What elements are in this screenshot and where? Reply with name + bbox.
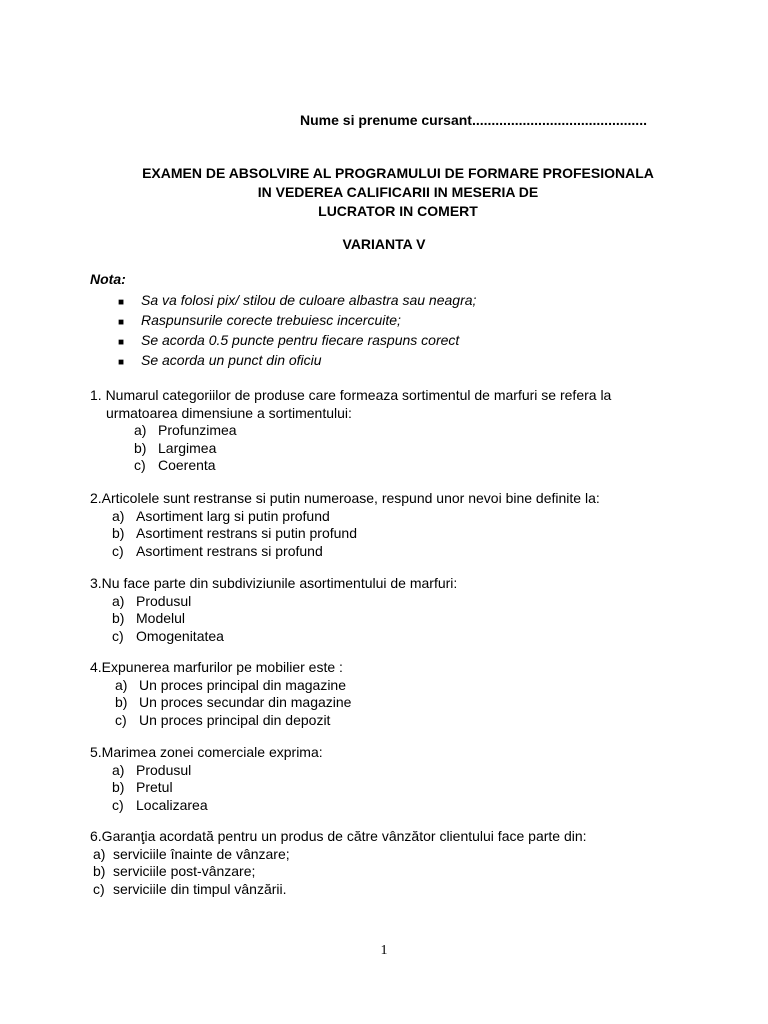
answer-option-a[interactable]: a) Asortiment larg si putin profund	[112, 507, 330, 524]
answer-option-c[interactable]: c) Omogenitatea	[112, 627, 224, 644]
square-bullet-icon: ■	[118, 297, 125, 308]
square-bullet-icon: ■	[118, 317, 125, 328]
question-text: 5.Marimea zonei comerciale exprima:	[90, 744, 323, 760]
answer-option-b[interactable]: b) Pretul	[112, 779, 173, 795]
answer-option-a[interactable]: a) Un proces principal din magazine	[115, 676, 346, 693]
answer-option-a[interactable]: a) Produsul	[112, 761, 192, 778]
question-2	[90, 490, 600, 560]
answer-option-c[interactable]: c) Coerenta	[134, 457, 216, 473]
notes-list	[118, 290, 476, 370]
answer-option-a[interactable]: a) serviciile înainte de vânzare;	[93, 845, 290, 862]
square-bullet-icon: ■	[118, 337, 125, 348]
answer-option-c[interactable]: c) serviciile din timpul vânzării.	[93, 880, 287, 897]
question-text: 3.Nu face parte din subdiviziunile asortimentului de marfuri:	[90, 575, 458, 591]
question-1	[90, 387, 611, 475]
answer-option-a[interactable]: a) Produsul	[112, 592, 192, 609]
question-text: 4.Expunerea marfurilor pe mobilier este :	[90, 659, 343, 675]
answer-option-b[interactable]: b) Modelul	[112, 610, 186, 626]
title-line-3: LUCRATOR IN COMERT	[318, 203, 478, 219]
question-4	[90, 659, 351, 729]
answer-option-b[interactable]: b) Un proces secundar din magazine	[115, 694, 352, 710]
title-line-2: IN VEDEREA CALIFICARII IN MESERIA DE	[257, 184, 539, 200]
note-item: ■ Se acorda un punct din oficiu	[118, 350, 476, 370]
nota-label: Nota:	[90, 271, 126, 287]
title-line-1: EXAMEN DE ABSOLVIRE AL PROGRAMULUI DE FORMARE PROFESIONALA	[142, 165, 654, 181]
student-name-line: Nume si prenume cursant.............................................	[300, 112, 647, 128]
variant-heading	[0, 236, 768, 252]
question-text: 1. Numarul categoriilor de produse care formeaza sortimentul de marfuri se refera la	[90, 387, 612, 403]
answer-option-c[interactable]: c) Localizarea	[112, 796, 208, 813]
question-text-continued: urmatoarea dimensiune a sortimentului:	[106, 404, 352, 421]
note-item: ■ Raspunsurile corecte trebuiesc incercuite;	[118, 310, 476, 330]
answer-option-b[interactable]: b) Largimea	[134, 439, 217, 456]
page-number: 1	[380, 943, 388, 958]
question-text: 2.Articolele sunt restranse si putin numeroase, respund unor nevoi bine definite la:	[90, 490, 600, 506]
question-3	[90, 575, 457, 645]
answer-option-a[interactable]: a) Profunzimea	[134, 422, 237, 438]
answer-option-b[interactable]: b) serviciile post-vânzare;	[93, 863, 256, 879]
exam-title	[0, 164, 768, 221]
question-text: 6.Garanţia acordată pentru un produs de către vânzător clientului face parte din:	[90, 828, 587, 844]
answer-option-c[interactable]: c) Asortiment restrans si profund	[112, 542, 323, 559]
answer-option-b[interactable]: b) Asortiment restrans si putin profund	[112, 525, 357, 541]
note-item: ■ Sa va folosi pix/ stilou de culoare albastra sau neagra;	[118, 290, 476, 310]
square-bullet-icon: ■	[118, 357, 125, 368]
variant-label: VARIANTA V	[342, 236, 426, 252]
note-item: ■ Se acorda 0.5 puncte pentru fiecare raspuns corect	[118, 330, 476, 350]
question-6	[90, 828, 587, 898]
answer-option-c[interactable]: c) Un proces principal din depozit	[115, 711, 331, 728]
question-5	[90, 744, 323, 814]
